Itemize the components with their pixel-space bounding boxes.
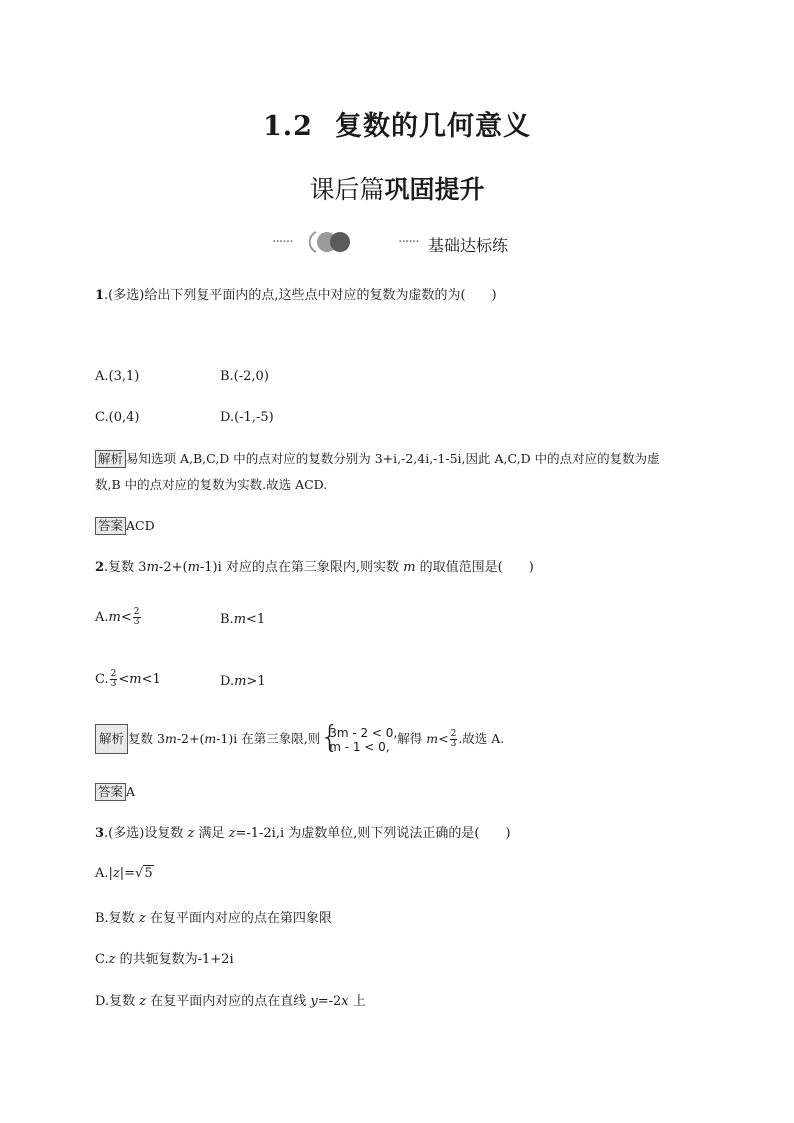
option-text: 上 [348, 994, 366, 1009]
q1-analysis-tag: 解析 [95, 450, 126, 468]
option-rel: < [118, 672, 130, 687]
banner-dots-left: ······ [272, 234, 293, 250]
option-var: m [234, 674, 247, 689]
analysis-var: m [426, 731, 439, 746]
analysis-var: m [164, 731, 177, 746]
fraction-two-thirds [133, 608, 141, 627]
system-line-2: m - 1 < 0, [329, 739, 390, 754]
q3-option-c [95, 948, 234, 967]
option-var: m [233, 612, 247, 627]
q2-stem [95, 558, 534, 578]
option-text: B.复数 [95, 911, 139, 926]
sqrt-expr [135, 866, 154, 881]
q3-option-a [95, 866, 154, 881]
q3-var-z: z [187, 826, 195, 841]
option-var: y [310, 994, 318, 1009]
q3-stem-part: 满足 [194, 826, 229, 841]
q3-number: 3 [95, 826, 105, 841]
option-prefix: C. [95, 672, 109, 687]
sqrt-icon: √ [135, 866, 144, 881]
section-title: 复数的几何意义 [334, 111, 531, 142]
q1-answer [95, 514, 155, 538]
option-prefix: A. [95, 866, 109, 881]
q1-answer-tag: 答案 [95, 517, 126, 535]
option-var: z [138, 911, 146, 926]
radicand: 5 [144, 866, 153, 881]
q2-stem-part: 的取值范围是( ) [415, 560, 534, 575]
brace-icon: { [320, 719, 340, 755]
option-rel: <1 [246, 612, 266, 627]
option-text: 的共轭复数为-1+2i [115, 952, 234, 967]
q2-option-a [95, 608, 142, 627]
q3-stem [95, 824, 511, 844]
option-rel: >1 [246, 674, 266, 689]
option-text: D.复数 [95, 994, 140, 1009]
option-prefix: B. [220, 612, 234, 627]
q2-answer [95, 780, 135, 804]
q2-stem-part: -1)i 对应的点在第三象限内,则实数 [199, 560, 404, 575]
q2-option-c [95, 670, 161, 689]
analysis-text: 解得 [397, 731, 427, 746]
q3-var-z: z [228, 826, 236, 841]
frac-den: 3 [110, 679, 117, 689]
fraction-two-thirds [450, 730, 458, 749]
q1-analysis-text1: 易知选项 A,B,C,D 中的点对应的复数分别为 3+i,-2,4i,-1-5i,因此 A,C,D 中的点对应的复数为虚 [126, 451, 660, 466]
option-text: =-2 [317, 994, 342, 1009]
q3-option-d [95, 990, 366, 1009]
option-rel: < [120, 610, 132, 625]
q1-analysis-line2: 数,B 中的点对应的复数为实数.故选 ACD. [95, 477, 328, 492]
q1-answer-value: ACD [126, 518, 155, 533]
q2-number: 2 [95, 560, 105, 575]
q1-number: 1 [95, 288, 105, 303]
banner-dots-right: ······ [398, 234, 419, 250]
q3-stem-part: =-1-2i,i 为虚数单位,则下列说法正确的是( ) [235, 826, 511, 841]
q2-analysis [95, 719, 505, 755]
q1-option-d: D.(-1,-5) [220, 410, 274, 425]
q3-stem-part: .(多选)设复数 [104, 826, 188, 841]
banner-label: 基础达标练 [428, 236, 509, 255]
option-var: m [129, 672, 142, 687]
q1-option-a: A.(3,1) [95, 369, 140, 384]
page-subtitle [0, 170, 794, 206]
frac-num: 2 [450, 729, 457, 739]
analysis-text: 复数 3 [128, 731, 165, 746]
q1-stem [95, 286, 497, 306]
q2-stem-part: .复数 3 [104, 560, 147, 575]
frac-den: 3 [133, 617, 140, 627]
q1-option-b: B.(-2,0) [220, 369, 269, 384]
q2-option-b [220, 612, 265, 627]
system-line-1: 3m - 2 < 0, [329, 725, 398, 740]
page-title [0, 104, 794, 143]
subtitle-bold: 巩固提升 [384, 175, 485, 204]
option-var: z [139, 994, 147, 1009]
q2-var-m: m [146, 560, 159, 575]
q2-stem-part: -2+( [158, 560, 188, 575]
frac-num: 2 [110, 669, 117, 679]
frac-den: 3 [450, 739, 457, 749]
option-text: C. [95, 952, 109, 967]
q2-answer-tag: 答案 [95, 783, 126, 801]
option-rel: <1 [141, 672, 161, 687]
modulus-expr: |z|= [108, 866, 136, 881]
option-prefix: A. [95, 610, 109, 625]
analysis-var: m [204, 731, 217, 746]
q2-var-m: m [403, 560, 416, 575]
option-var: m [108, 610, 121, 625]
analysis-text: < [438, 731, 449, 746]
option-text: 在复平面内对应的点在直线 [146, 994, 311, 1009]
q3-option-b [95, 907, 332, 926]
q2-answer-value: A [126, 784, 136, 799]
analysis-text: .故选 A. [458, 731, 505, 746]
section-number: 1.2 [263, 111, 313, 142]
subtitle-normal: 课后篇 [309, 175, 385, 204]
option-var: x [341, 994, 349, 1009]
analysis-text: -1)i 在第三象限,则 [216, 731, 321, 746]
q2-option-d [220, 674, 266, 689]
option-text: 在复平面内对应的点在第四象限 [145, 911, 332, 926]
q2-var-m: m [187, 560, 200, 575]
frac-num: 2 [133, 607, 140, 617]
q1-option-c: C.(0,4) [95, 410, 140, 425]
banner-logo-icon [309, 229, 353, 255]
q1-analysis-line1 [95, 447, 660, 471]
q1-stem-text: .(多选)给出下列复平面内的点,这些点中对应的复数为虚数的为( ) [104, 288, 497, 303]
q2-analysis-tag: 解析 [95, 724, 128, 754]
analysis-text: -2+( [176, 731, 205, 746]
option-prefix: D. [220, 674, 235, 689]
fraction-two-thirds [110, 670, 118, 689]
equation-system [320, 719, 398, 755]
option-var: z [108, 952, 116, 967]
